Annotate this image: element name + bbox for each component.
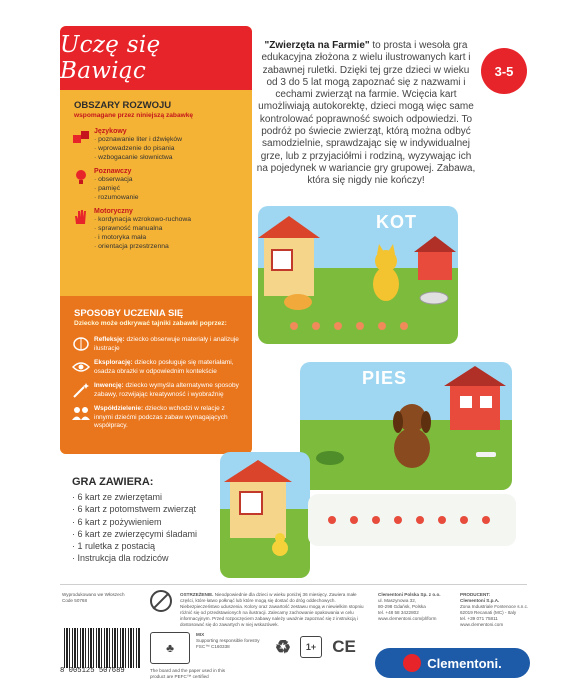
learning-ways	[60, 296, 252, 454]
fsc-mix: MIX	[196, 632, 205, 637]
area-point: · rozumowanie	[94, 193, 139, 202]
warning-block	[180, 592, 370, 628]
distributor-line: www.clementoni.com/pl/form	[378, 616, 437, 621]
learning-panel	[60, 26, 252, 454]
paw-tracks	[308, 494, 516, 546]
producer-title: PRODUCENT:	[460, 592, 491, 597]
dog-puzzle-illustration	[300, 362, 512, 490]
cat-puzzle-illustration	[258, 206, 458, 344]
age-badge: 3-5	[481, 48, 527, 94]
magic-wand-icon	[72, 382, 90, 398]
contents-list	[72, 476, 197, 565]
ce-mark: CE	[332, 637, 356, 656]
areas-title: OBSZARY ROZWOJU	[74, 100, 172, 111]
area-item	[60, 205, 252, 254]
contents-title: GRA ZAWIERA:	[72, 476, 154, 488]
area-point: · orientacja przestrzenna	[94, 242, 191, 251]
contents-item: · 6 kart ze zwierzęcymi śladami	[72, 528, 197, 540]
dog-scene	[300, 362, 512, 490]
way-label: Refleksję:	[94, 336, 125, 343]
chick-puzzle-illustration	[220, 452, 310, 578]
warning-text: Nieodpowiednie dla dzieci w wieku poniżej 36 miesięcy. Zawiera małe części, które łatwo połknąć lub które mogą się dostać do dróg oddechowych. Niebezpieczeństwo uduszenia. Kolory oraz zawartość zestawu mogą w niewielkim stopniu różnić się od przedstawionych na ilustracji. Zalecamy zachowanie opakowania w celu informacyjnym. Przed rozpoczęciem zabawy należy uważnie zapoznać się z instrukcją i dostosować się do zawartych w niej wskazówek.	[180, 592, 364, 627]
box-note: The board and the paper used in this product are PEFC™ certified	[150, 668, 226, 679]
made-in-text: Wyprodukowano we Włoszech	[62, 592, 125, 597]
warning-title: OSTRZEŻENIE.	[180, 592, 214, 597]
contents-item: · 6 kart ze zwierzętami	[72, 491, 197, 503]
fsc-text: Supporting responsible forestry	[196, 638, 260, 643]
area-title: Językowy	[94, 128, 127, 135]
ways-subtitle: Dziecko może odkrywać tajniki zabawki poprzez:	[74, 320, 227, 327]
ways-title: SPOSOBY UCZENIA SIĘ	[74, 308, 184, 319]
way-item	[60, 402, 252, 434]
product-name: "Zwierzęta na Farmie"	[264, 40, 370, 51]
brain-icon	[72, 336, 90, 352]
barcode-number: 8 005125 507689	[60, 667, 125, 675]
age-symbol: 1+	[300, 636, 322, 658]
contents-item: · 6 kart z pożywieniem	[72, 516, 197, 528]
area-point: · obserwacja	[94, 175, 139, 184]
series-title: Uczę się Bawiąc	[60, 26, 252, 90]
producer-line: tel. +39 071 75811	[460, 616, 498, 621]
recycle-icon: ♻	[274, 636, 292, 657]
area-point: · poznawanie liter i dźwięków	[94, 135, 182, 144]
producer-block	[460, 592, 532, 628]
distributor-line: ul. Maszynowa 32,	[378, 598, 417, 603]
fsc-code: FSC™ C160338	[196, 644, 230, 649]
contents-item: · 1 ruletka z postacią	[72, 540, 197, 552]
description-text: to prosta i wesoła gra edukacyjna złożona z wielu ilustrowanych kart i zabawnej ruletki. Dzięki tej grze dzieci w wieku od 3 do 5 lat mogą zapoznać się z nazwami i cechami zwierząt na farmie. Wcięcia kart umożliwiają autokorektę, dzieci mogą więc same kontrolować poprawność swoich odpowiedzi. To podróż po świecie zwierząt, którą można odbyć samodzielnie, sprawdzając się w indywidualnej grze, lub z przyjaciółmi i rodziną, wyzywając ich na pojedynek w wariancie gry grupowej. Zabawa, która się nigdy nie kończy!	[256, 40, 476, 187]
puzzle-word-dog: PIES	[362, 368, 408, 388]
cat-scene	[258, 206, 458, 344]
fsc-tree-icon: ♣	[150, 632, 190, 664]
area-point: · kordynacja wzrokowo-ruchowa	[94, 215, 191, 224]
producer-line: 62019 Recanati (MC) - Italy	[460, 610, 517, 615]
logo-text: Clementoni.	[427, 655, 502, 671]
area-point: · i motoryka mała	[94, 233, 191, 242]
way-label: Współdzielenie:	[94, 405, 144, 412]
area-point: · sprawność manualna	[94, 224, 191, 233]
distributor-name: Clementoni Polska Sp. z o.o.	[378, 592, 441, 597]
distributor-line: 80-298 Gdańsk, Polska	[378, 604, 426, 609]
fsc-block	[196, 632, 262, 650]
lightbulb-icon	[72, 168, 90, 186]
way-item	[60, 333, 252, 356]
producer-line: Zona Industriale Fontenoce s.n.c.	[460, 604, 529, 609]
area-point: · wzbogacanie słownictwa	[94, 153, 182, 162]
way-text: dziecko posługuje się materiałami, osadza obrazki w odpowiednim kontekście	[94, 359, 234, 375]
way-text: dziecko wchodzi w relacje z innymi dziećmi podczas zabaw wymagających współpracy.	[94, 405, 228, 429]
way-item	[60, 379, 252, 402]
product-code: Code 50768	[62, 598, 88, 603]
paw-tracks-strip	[308, 494, 516, 546]
area-title: Poznawczy	[94, 168, 132, 175]
area-title: Motoryczny	[94, 208, 133, 215]
distributor-block	[378, 592, 456, 622]
puzzle-word-cat: KOT	[376, 212, 417, 232]
footer-divider	[60, 584, 527, 585]
chick-scene	[220, 452, 310, 578]
area-point: · wprowadzenie do pisania	[94, 144, 182, 153]
way-text: dziecko wymyśla alternatywne sposoby zabawy, rozwijając kreatywność i wyobraźnię	[94, 382, 239, 398]
way-label: Inwencję:	[94, 382, 124, 389]
abc-blocks-icon	[72, 128, 90, 146]
distributor-line: tel. +48 58 3422802	[378, 610, 419, 615]
small-parts-warning-icon	[150, 590, 172, 612]
contents-item: · Instrukcja dla rodziców	[72, 552, 197, 564]
contents-item: · 6 kart z potomstwem zwierząt	[72, 503, 197, 515]
producer-name: Clementoni S.p.A.	[460, 598, 500, 603]
way-text: dziecko obserwuje materiały i analizuje ilustracje	[94, 336, 239, 352]
area-item	[60, 165, 252, 205]
way-label: Eksplorację:	[94, 359, 133, 366]
areas-subtitle: wspomagane przez niniejszą zabawkę	[74, 112, 194, 119]
made-in	[62, 592, 142, 604]
logo-mark	[403, 654, 421, 672]
people-icon	[72, 405, 90, 421]
area-item	[60, 125, 252, 165]
producer-line: www.clementoni.com	[460, 622, 504, 627]
way-item	[60, 356, 252, 379]
clementoni-logo	[375, 648, 530, 678]
eye-icon	[72, 359, 90, 375]
area-point: · pamięć	[94, 184, 139, 193]
product-description	[256, 40, 476, 188]
hand-icon	[72, 208, 90, 226]
barcode	[64, 628, 140, 668]
